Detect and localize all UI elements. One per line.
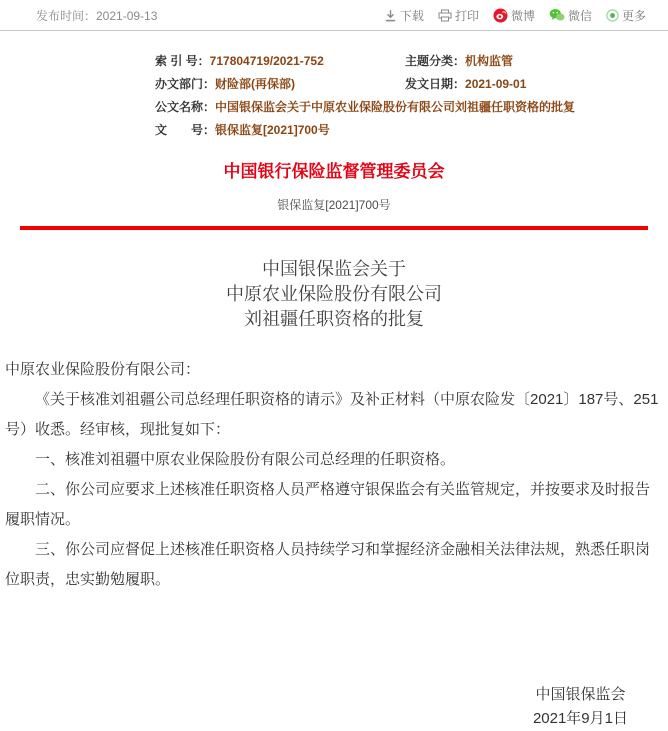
signature-org: 中国银保监会 [535,686,626,703]
top-toolbar [0,0,668,31]
more-share-button[interactable] [606,7,646,24]
wechat-label: 微信 [567,8,592,23]
signature-inner [533,683,628,731]
share-wechat-button[interactable] [549,7,592,24]
meta-name [155,96,575,119]
date-label: 发文日期： [405,77,466,91]
download-icon [384,9,397,22]
publish-time: 发布时间：2021-09-13 [36,8,158,23]
date-value: 2021-09-01 [465,77,527,91]
download-label: 下载 [399,8,424,23]
wechat-icon [549,8,565,22]
paragraph-item2: 二、你公司应要求上述核准任职资格人员严格遵守银保监会有关监管规定，并按要求及时报告履职情况。 [5,481,651,528]
meta-row-docno [155,119,655,142]
document-body [0,355,668,595]
share-tools [384,7,646,24]
signature-block [0,683,668,731]
paragraph-item1: 一、核准刘祖疆中原农业保险股份有限公司总经理的任职资格。 [35,451,456,468]
topic-label: 主题分类： [405,54,466,68]
salutation: 中原农业保险股份有限公司： [5,361,201,378]
print-label: 打印 [454,8,479,23]
share-weibo-button[interactable] [493,7,535,24]
meta-index [155,50,405,73]
print-icon [438,9,452,22]
topic-value: 机构监管 [465,54,514,68]
meta-dept [155,73,405,96]
print-button[interactable] [438,7,479,24]
meta-docno [155,119,330,142]
meta-row-name [155,96,655,119]
index-label: 索 引 号： [155,54,210,68]
meta-topic [405,50,513,73]
more-icon [606,9,619,22]
weibo-icon [493,8,508,23]
signature-date: 2021年9月1日 [532,710,628,727]
letterhead-doc-number: 银保监复[2021]700号 [277,198,391,212]
dept-value: 财险部(再保部) [215,77,296,91]
docno-label: 文 号： [155,123,216,137]
dept-label: 办文部门： [155,77,216,91]
letterhead-divider [20,226,648,230]
issuing-org-title: 中国银行保险监督管理委员会 [223,162,445,181]
document-title-line3: 刘祖疆任职资格的批复 [244,309,424,329]
meta-row-dept-date [155,73,655,96]
index-value: 717804719/2021-752 [209,54,324,68]
meta-date [405,73,526,96]
document-title-line1: 中国银保监会关于 [262,259,406,279]
name-label: 公文名称： [155,100,216,114]
paragraph-item3: 三、你公司应督促上述核准任职资格人员持续学习和掌握经济金融相关法律法规，熟悉任职岗位职责，忠实勤勉履职。 [5,541,651,588]
meta-row-index-topic [155,50,655,73]
docno-value: 银保监复[2021]700号 [215,123,330,137]
more-label: 更多 [621,8,646,23]
document-metadata [155,50,655,142]
document-title [0,257,668,332]
name-value: 中国银保监会关于中原农业保险股份有限公司刘祖疆任职资格的批复 [215,100,576,114]
document-title-line2: 中原农业保险股份有限公司 [226,284,442,304]
weibo-label: 微博 [510,8,535,23]
paragraph-intro: 《关于核准刘祖疆公司总经理任职资格的请示》及补正材料（中原农险发〔2021〕187号、251号）收悉。经审核，现批复如下： [5,391,659,438]
download-button[interactable] [384,7,424,24]
